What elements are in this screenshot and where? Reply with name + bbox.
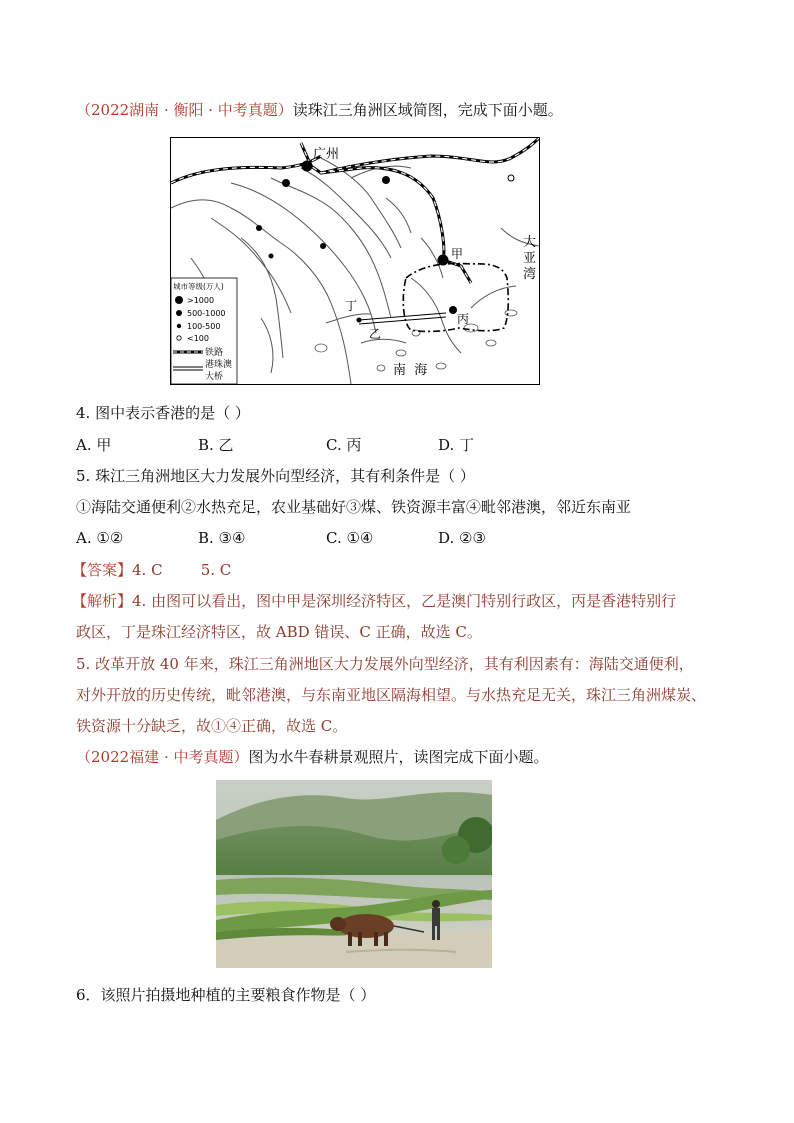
label-dayawan-3: 湾 [523,267,537,282]
map-drawing [171,138,539,384]
q4-option-a[interactable]: A. 甲 [76,436,112,454]
source-tag-2: （2022福建 · 中考真题） [76,748,249,766]
question-5-options [76,528,486,548]
question-4-options [76,435,474,455]
legend-l1: >1000 [187,296,215,305]
legend-l2: 500-1000 [187,309,226,318]
analysis-line-3: 5. 改革开放 40 年来，珠江三角洲地区大力发展外向型经济，其有利因素有：海陆交通便利， [76,655,694,673]
legend-bridge-2: 大桥 [205,372,224,382]
label-jia: 甲 [451,247,464,261]
pearl-river-delta-map [170,137,540,385]
question-5-stem: 5. 珠江三角洲地区大力发展外向型经济，其有利条件是（ ） [76,467,475,485]
question-group-2-intro [76,747,549,767]
q4-option-b[interactable]: B. 乙 [198,436,234,454]
label-nanhai: 南 海 [393,363,428,378]
intro-text-2: 图为水牛春耕景观照片，读图完成下面小题。 [248,748,549,766]
label-dayawan-2: 亚 [523,251,537,266]
answer-label: 【答案】 [72,561,133,579]
analysis-line-5: 铁资源十分缺乏，故①④正确，故选 C。 [76,717,348,735]
label-ding: 丁 [345,299,358,313]
buffalo-plowing-photo [216,780,492,968]
legend-l3: 100-500 [187,322,221,331]
analysis-label: 【解析】 [72,592,133,610]
label-yi: 乙 [369,327,382,341]
answer-text: 4. C 5. C [132,561,232,579]
q4-option-d[interactable]: D. 丁 [438,436,475,454]
q5-option-c[interactable]: C. ①④ [326,529,374,547]
legend-l4: <100 [187,334,209,343]
legend-title: 城市等级(万人) [173,282,224,291]
q5-option-d[interactable]: D. ②③ [438,529,486,547]
intro-text: 读珠江三角洲区域简图，完成下面小题。 [292,101,563,119]
label-dayawan-1: 大 [523,235,537,250]
analysis-line-1 [72,591,676,611]
source-tag: （2022湖南 · 衡阳 · 中考真题） [76,101,293,119]
legend-bridge-1: 港珠澳 [205,360,233,370]
q5-option-a[interactable]: A. ①② [76,529,124,547]
analysis-line-2: 政区，丁是珠江经济特区，故 ABD 错误、C 正确，故选 C。 [76,623,482,641]
answer-block [72,560,231,580]
question-6-stem: 6．该照片拍摄地种植的主要粮食作物是（ ） [76,986,376,1004]
q4-option-c[interactable]: C. 丙 [326,436,362,454]
analysis-line-4: 对外开放的历史传统，毗邻港澳，与东南亚地区隔海相望。与水热充足无关，珠江三角洲煤炭、 [76,686,707,704]
label-guangzhou: 广州 [313,147,340,162]
analysis-text-1: 4. 由图可以看出，图中甲是深圳经济特区，乙是澳门特别行政区，丙是香港特别行 [132,592,677,610]
label-bing: 丙 [457,312,470,326]
q5-option-b[interactable]: B. ③④ [198,529,246,547]
photo-drawing [216,780,492,968]
question-5-statements: ①海陆交通便利②水热充足，农业基础好③煤、铁资源丰富④毗邻港澳，邻近东南亚 [76,498,632,516]
question-group-1-intro [76,100,563,120]
question-4-stem: 4. 图中表示香港的是（ ） [76,404,250,422]
legend-rail: 铁路 [205,348,224,358]
map-legend [171,278,237,384]
